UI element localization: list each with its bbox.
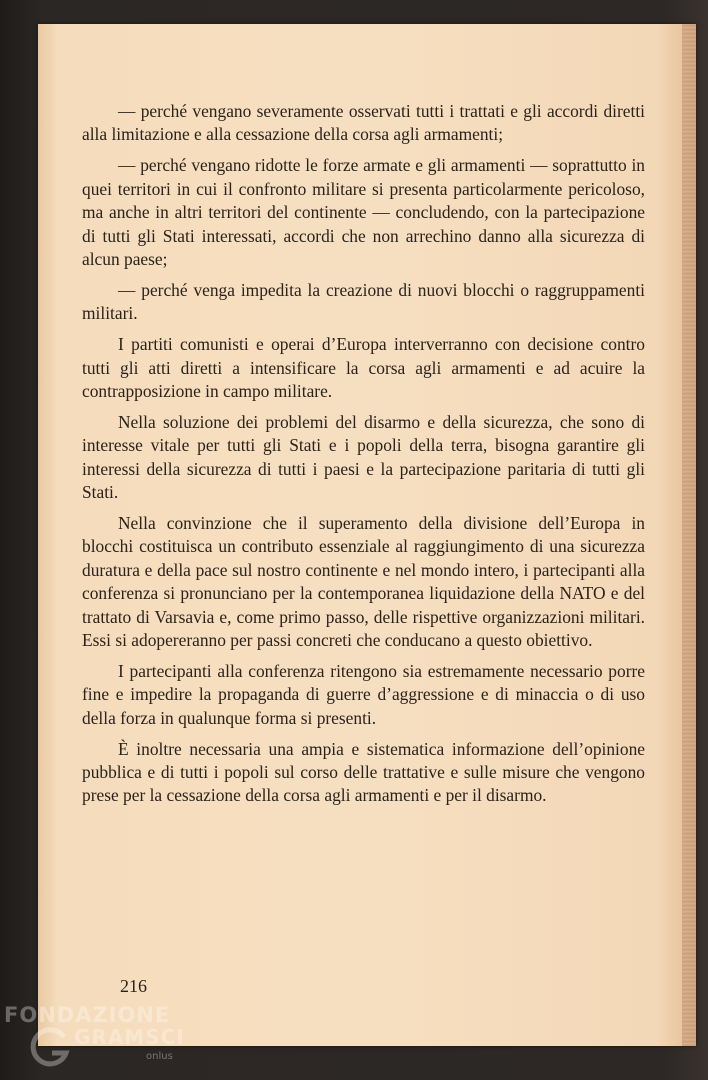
paragraph: Nella soluzione dei problemi del disarmo e della sicurezza, che sono di interesse vitale per tutti gli Stati e i popoli della terra, bisogna garantire gli interessi della sicurezza di tutti i paesi e la partecipazione paritaria di tutti gli Stati. [82, 411, 645, 503]
page-number: 216 [120, 976, 147, 996]
paragraph: I partecipanti alla conferenza ritengono sia estremamente necessario porre fine e impedire la propaganda di guerre d’aggressione e di minaccia o di uso della forza in qualunque forma si presenti. [82, 660, 645, 728]
page-body [82, 100, 645, 815]
paragraph: I partiti comunisti e operai d’Europa interverranno con decisione contro tutti gli atti diretti a intensificare la corsa agli armamenti e ad acuire la contrapposizione in campo militare. [82, 334, 645, 401]
watermark-line2: GRAMSCI [74, 1025, 185, 1049]
watermark [4, 1003, 204, 1073]
paragraph: Nella convinzione che il superamento della divisione dell’Europa in blocchi costituisca un contributo essenziale al raggiungimento di una sicurezza duratura e della pace sul nostro continente e nel mondo intero, i partecipanti alla conferenza si pronunciano per la contemporanea liquidazione della NATO e del trattato di Varsavia e, come primo passo, delle rispettive organizzazioni militari. Essi si adopereranno per passi concreti che conducano a questo obiettivo. [82, 513, 645, 651]
watermark-onlus: onlus [146, 1051, 173, 1062]
paragraph: — perché vengano severamente osservati tutti i trattati e gli accordi diretti alla limitazione e alla cessazione della corsa agli armamenti; [82, 101, 645, 145]
gramsci-logo-icon [30, 1027, 72, 1069]
paragraph: — perché vengano ridotte le forze armate e gli armamenti — soprattutto in quei territori in cui il confronto militare si presenta particolarmente pericoloso, ma anche in altri territori del continente — concludendo, con la partecipazione di tutti gli Stati interessati, accordi che non arrechino danno alla sicurezza di alcun paese; [82, 155, 645, 269]
watermark-line1: FONDAZIONE [4, 1003, 171, 1027]
paragraph: — perché venga impedita la creazione di nuovi blocchi o raggruppamenti militari. [82, 279, 645, 324]
page-edge [682, 24, 696, 1046]
paragraph: È inoltre necessaria una ampia e sistematica informazione dell’opinione pubblica e di tutti i popoli sul corso delle trattative e sulle misure che vengono prese per la cessazione della corsa agli armamenti e per il disarmo. [82, 738, 645, 806]
